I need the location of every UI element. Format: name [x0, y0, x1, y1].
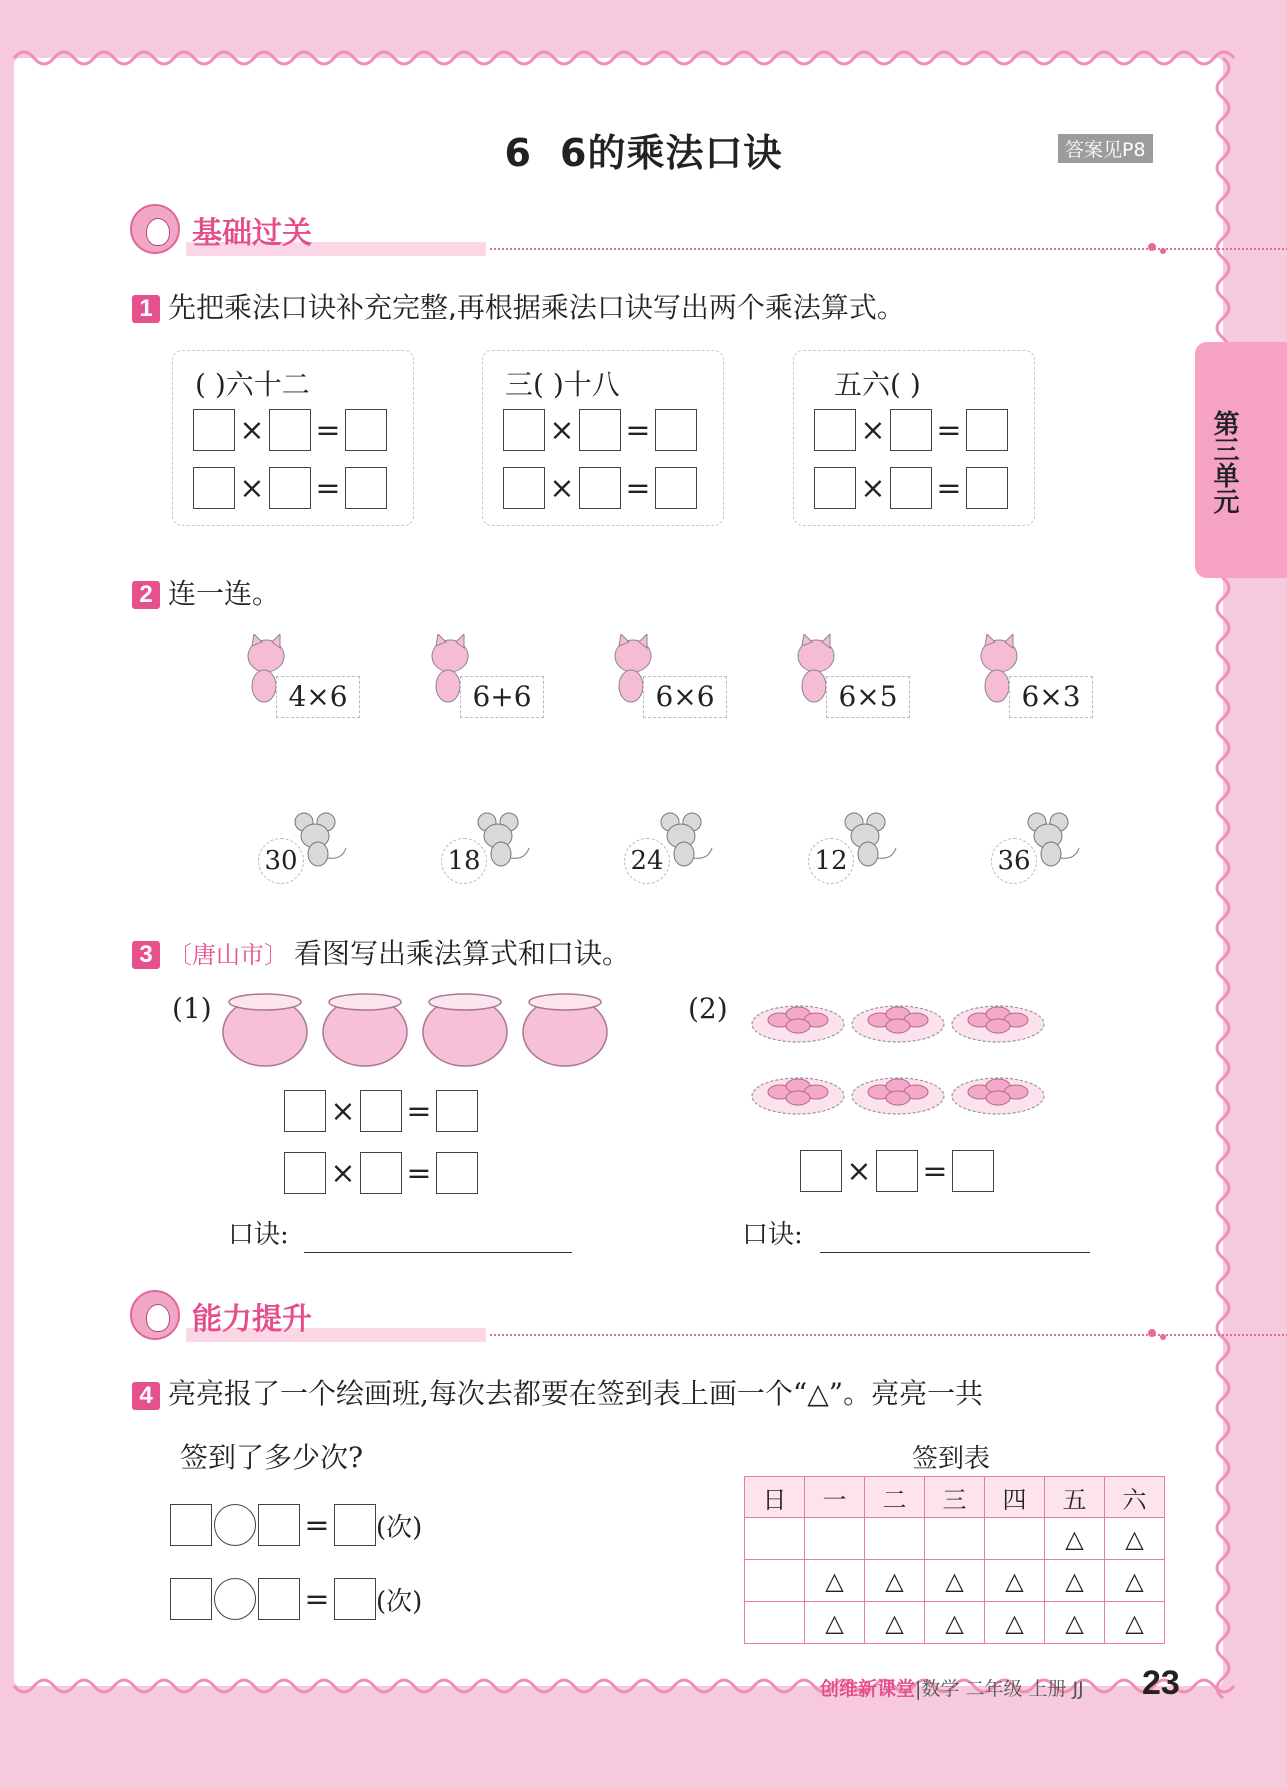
equation-row: × =: [503, 465, 697, 511]
unit-label: (次): [376, 1586, 423, 1617]
fishbowls-illustration: [220, 988, 620, 1072]
equation-row: × =: [814, 407, 1008, 453]
answer-box[interactable]: [436, 1152, 478, 1194]
answer-box[interactable]: [269, 467, 311, 509]
equation-row: × =: [800, 1148, 994, 1194]
mouse-card[interactable]: [808, 810, 908, 880]
answer-box[interactable]: [655, 409, 697, 451]
table-cell: △: [805, 1602, 865, 1644]
table-cell: △: [925, 1602, 985, 1644]
mouse-card[interactable]: [991, 810, 1091, 880]
answer-box[interactable]: [258, 1578, 300, 1620]
answer-box[interactable]: [579, 409, 621, 451]
table-header-cell: 六: [1105, 1477, 1165, 1518]
lesson-number: 6: [504, 131, 532, 175]
answer-box[interactable]: [284, 1152, 326, 1194]
table-header-cell: 一: [805, 1477, 865, 1518]
section-advanced-label: 能力提升: [192, 1302, 312, 1337]
table-cell: △: [1045, 1518, 1105, 1560]
expression-label: 4×6: [276, 676, 360, 718]
answer-box[interactable]: [284, 1090, 326, 1132]
mouse-card[interactable]: [441, 810, 541, 880]
expression-label: 6×3: [1009, 676, 1093, 718]
answer-box[interactable]: [436, 1090, 478, 1132]
number-label: 18: [441, 838, 487, 884]
answer-box[interactable]: [800, 1150, 842, 1192]
table-row: [745, 1518, 1165, 1560]
answer-box[interactable]: [170, 1578, 212, 1620]
answer-box[interactable]: [334, 1578, 376, 1620]
question-text-line-1: 亮亮报了一个绘画班,每次去都要在签到表上画一个“△”。亮亮一共: [168, 1377, 984, 1410]
number-label: 30: [258, 838, 304, 884]
table-cell: △: [865, 1602, 925, 1644]
table-cell: [745, 1518, 805, 1560]
koujue-box-2: [482, 350, 724, 526]
koujue-prompt: ( )六十二: [195, 368, 310, 401]
table-cell: [865, 1518, 925, 1560]
table-cell: △: [985, 1560, 1045, 1602]
equation-row: × =: [503, 407, 697, 453]
question-2: [132, 572, 280, 612]
equation-row: × =: [284, 1088, 478, 1134]
sign-table-title: 签到表: [912, 1444, 991, 1474]
cartoon-badge-icon: [130, 204, 180, 254]
table-cell: △: [1105, 1518, 1165, 1560]
cat-card[interactable]: [611, 634, 731, 714]
operator-circle[interactable]: [214, 1578, 256, 1620]
table-cell: △: [1105, 1602, 1165, 1644]
answer-box[interactable]: [890, 409, 932, 451]
answer-box[interactable]: [503, 409, 545, 451]
section-advanced-header: [130, 1290, 1170, 1340]
koujue-prompt: 五六( ): [834, 368, 921, 401]
mouse-card[interactable]: [624, 810, 724, 880]
unit-label: (次): [376, 1512, 423, 1543]
answer-box[interactable]: [952, 1150, 994, 1192]
table-header-cell: 三: [925, 1477, 985, 1518]
number-label: 12: [808, 838, 854, 884]
lesson-title: 6的乘法口诀: [560, 131, 783, 175]
question-text: 连一连。: [168, 577, 281, 610]
question-number: 4: [132, 1382, 160, 1410]
koujue-label: 口诀:: [228, 1220, 289, 1250]
question-1: [132, 286, 905, 326]
table-cell: △: [1105, 1560, 1165, 1602]
question-text-line-2: 签到了多少次?: [180, 1441, 364, 1474]
cartoon-badge-icon: [130, 1290, 180, 1340]
question-text: 看图写出乘法算式和口诀。: [294, 937, 631, 970]
answer-box[interactable]: [345, 467, 387, 509]
koujue-answer-line[interactable]: [820, 1222, 1090, 1253]
table-cell: △: [1045, 1602, 1105, 1644]
footer-info: |数学 二年级 上册 JJ: [915, 1678, 1084, 1700]
answer-box[interactable]: [579, 467, 621, 509]
question-number: 2: [132, 581, 160, 609]
answer-box[interactable]: [258, 1504, 300, 1546]
table-cell: [745, 1602, 805, 1644]
koujue-label: 口诀:: [742, 1220, 803, 1250]
koujue-answer-line[interactable]: [304, 1222, 572, 1253]
part-2-label: (2): [688, 992, 728, 1025]
cat-card[interactable]: [244, 634, 364, 714]
number-label: 24: [624, 838, 670, 884]
table-header-row: [745, 1477, 1165, 1518]
part-1-label: (1): [172, 992, 212, 1025]
answer-reference: 答案见P8: [1058, 134, 1153, 163]
table-cell: △: [925, 1560, 985, 1602]
answer-box[interactable]: [876, 1150, 918, 1192]
table-row: [745, 1602, 1165, 1644]
koujue-box-3: [793, 350, 1035, 526]
table-header-cell: 五: [1045, 1477, 1105, 1518]
cat-card[interactable]: [794, 634, 914, 714]
unit-label: 第三单元: [1209, 410, 1239, 514]
table-cell: △: [985, 1602, 1045, 1644]
answer-box[interactable]: [193, 409, 235, 451]
answer-box[interactable]: [334, 1504, 376, 1546]
answer-box[interactable]: [193, 467, 235, 509]
cat-card[interactable]: [977, 634, 1097, 714]
unit-side-tab: [1195, 342, 1287, 578]
koujue-box-1: [172, 350, 414, 526]
number-label: 36: [991, 838, 1037, 884]
question-number: 1: [132, 295, 160, 323]
answer-box[interactable]: [360, 1090, 402, 1132]
question-text: 先把乘法口诀补充完整,再根据乘法口诀写出两个乘法算式。: [168, 291, 905, 324]
answer-box[interactable]: [503, 467, 545, 509]
section-basic-label: 基础过关: [192, 216, 312, 251]
answer-box[interactable]: [360, 1152, 402, 1194]
answer-box[interactable]: [814, 409, 856, 451]
expression-label: 6×5: [826, 676, 910, 718]
table-cell: △: [1045, 1560, 1105, 1602]
mouse-card[interactable]: [258, 810, 358, 880]
footer: [820, 1674, 1084, 1701]
cat-card[interactable]: [428, 634, 548, 714]
page-number: 23: [1142, 1664, 1180, 1702]
equation-row: × =: [284, 1150, 478, 1196]
table-cell: [925, 1518, 985, 1560]
question-3: [132, 932, 630, 972]
equation-row: = (次): [170, 1502, 422, 1548]
answer-box[interactable]: [966, 467, 1008, 509]
operator-circle[interactable]: [214, 1504, 256, 1546]
city-tag: 〔唐山市〕: [168, 941, 288, 969]
answer-box[interactable]: [269, 409, 311, 451]
section-basic-header: [130, 204, 1170, 254]
answer-box[interactable]: [890, 467, 932, 509]
equation-row: × =: [193, 465, 387, 511]
footer-brand: 创维新课堂: [820, 1678, 916, 1700]
table-cell: [805, 1518, 865, 1560]
cakes-on-plates-illustration: [750, 990, 1050, 1130]
equation-row: × =: [814, 465, 1008, 511]
question-number: 3: [132, 941, 160, 969]
table-row: [745, 1560, 1165, 1602]
question-4: [132, 1372, 983, 1412]
table-header-cell: 日: [745, 1477, 805, 1518]
table-cell: △: [805, 1560, 865, 1602]
equation-row: = (次): [170, 1576, 422, 1622]
table-header-cell: 四: [985, 1477, 1045, 1518]
table-cell: △: [865, 1560, 925, 1602]
table-cell: [985, 1518, 1045, 1560]
answer-box[interactable]: [966, 409, 1008, 451]
expression-label: 6×6: [643, 676, 727, 718]
answer-box[interactable]: [170, 1504, 212, 1546]
answer-box[interactable]: [345, 409, 387, 451]
answer-box[interactable]: [814, 467, 856, 509]
answer-box[interactable]: [655, 467, 697, 509]
table-cell: [745, 1560, 805, 1602]
koujue-prompt: 三( )十八: [505, 368, 620, 401]
table-header-cell: 二: [865, 1477, 925, 1518]
expression-label: 6+6: [460, 676, 544, 718]
equation-row: × =: [193, 407, 387, 453]
sign-in-table: [744, 1476, 1165, 1644]
